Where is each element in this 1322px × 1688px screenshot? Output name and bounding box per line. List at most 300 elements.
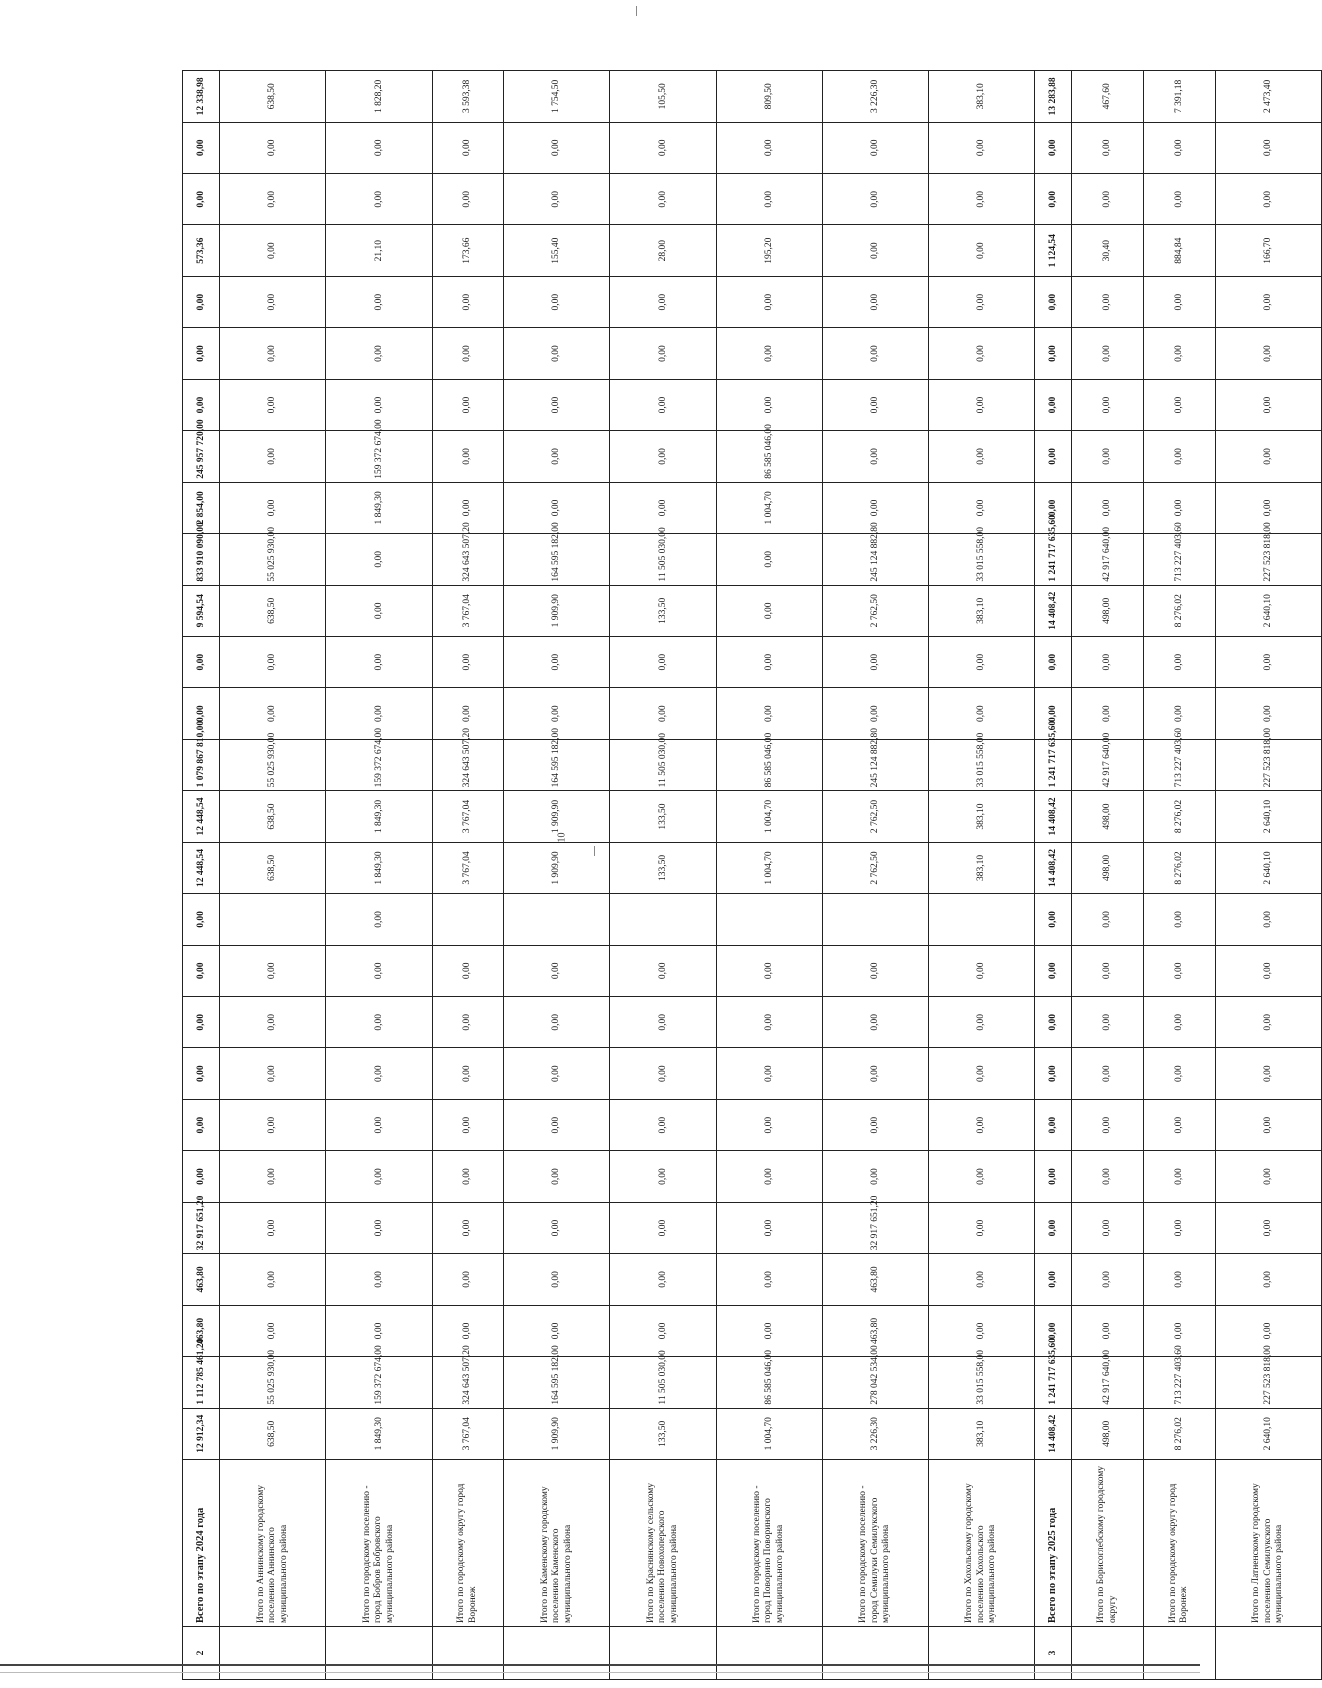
value-cell: 0,00 bbox=[183, 1151, 220, 1202]
value-cell: 0,00 bbox=[928, 1254, 1034, 1305]
value-cell: 2 854,00 bbox=[183, 482, 220, 533]
value-cell: 11 505 030,00 bbox=[610, 739, 716, 790]
value-cell: 324 643 507,20 bbox=[432, 1357, 504, 1408]
row-name-cell: Итого по Каменскому городскому поселению Каменского муниципального района bbox=[504, 1460, 610, 1627]
value-cell: 0,00 bbox=[432, 1202, 504, 1253]
value-cell: 0,00 bbox=[1072, 945, 1144, 996]
value-cell: 0,00 bbox=[1034, 997, 1071, 1048]
value-cell: 0,00 bbox=[220, 482, 326, 533]
value-cell: 1 754,50 bbox=[504, 71, 610, 123]
value-cell: 713 227 403,60 bbox=[1144, 1357, 1216, 1408]
value-cell: 227 523 818,00 bbox=[1215, 739, 1321, 790]
value-cell: 0,00 bbox=[326, 1254, 432, 1305]
value-cell: 0,00 bbox=[1144, 122, 1216, 173]
value-cell: 0,00 bbox=[716, 997, 822, 1048]
scan-edge-line bbox=[0, 1664, 1200, 1666]
value-cell: 0,00 bbox=[1144, 276, 1216, 327]
value-cell: 9 594,54 bbox=[183, 585, 220, 636]
value-cell: 245 957 720,00 bbox=[183, 431, 220, 482]
value-cell: 0,00 bbox=[1034, 379, 1071, 430]
value-cell: 0,00 bbox=[326, 688, 432, 739]
value-cell: 133,50 bbox=[610, 1408, 716, 1459]
value-cell: 0,00 bbox=[183, 328, 220, 379]
row-name-cell: Итого по Аннинскому городскому поселению Аннинского муниципального района bbox=[220, 1460, 326, 1627]
value-cell: 55 025 930,00 bbox=[220, 1357, 326, 1408]
value-cell: 383,10 bbox=[928, 791, 1034, 842]
value-cell: 0,00 bbox=[928, 997, 1034, 1048]
value-cell: 0,00 bbox=[220, 945, 326, 996]
value-cell: 2 640,10 bbox=[1215, 791, 1321, 842]
value-cell: 14 408,42 bbox=[1034, 585, 1071, 636]
value-cell: 0,00 bbox=[432, 1305, 504, 1356]
value-cell: 12 448,54 bbox=[183, 791, 220, 842]
value-cell: 8 276,02 bbox=[1144, 842, 1216, 893]
value-cell: 0,00 bbox=[1144, 1099, 1216, 1150]
value-cell: 383,10 bbox=[928, 585, 1034, 636]
value-cell: 0,00 bbox=[220, 431, 326, 482]
value-cell: 0,00 bbox=[183, 945, 220, 996]
value-cell: 0,00 bbox=[1072, 174, 1144, 225]
value-cell: 42 917 640,00 bbox=[1072, 739, 1144, 790]
value-cell: 2 640,10 bbox=[1215, 1408, 1321, 1459]
value-cell: 0,00 bbox=[1034, 1202, 1071, 1253]
value-cell: 0,00 bbox=[928, 174, 1034, 225]
value-cell: 0,00 bbox=[326, 379, 432, 430]
value-cell: 86 585 046,00 bbox=[716, 1357, 822, 1408]
value-cell: 0,00 bbox=[1215, 482, 1321, 533]
value-cell: 0,00 bbox=[822, 1048, 928, 1099]
value-cell: 1 004,70 bbox=[716, 791, 822, 842]
value-cell: 0,00 bbox=[1072, 276, 1144, 327]
value-cell: 0,00 bbox=[504, 1305, 610, 1356]
row-number-cell: 3 bbox=[1034, 1627, 1071, 1680]
scan-artifact bbox=[636, 6, 637, 16]
value-cell: 245 124 882,80 bbox=[822, 739, 928, 790]
scan-edge-line bbox=[0, 1672, 1200, 1673]
value-cell: 1 849,30 bbox=[326, 482, 432, 533]
value-cell: 0,00 bbox=[504, 1048, 610, 1099]
value-cell: 0,00 bbox=[504, 122, 610, 173]
value-cell: 0,00 bbox=[220, 1048, 326, 1099]
value-cell: 0,00 bbox=[326, 894, 432, 945]
value-cell: 884,84 bbox=[1144, 225, 1216, 276]
value-cell: 11 505 030,00 bbox=[610, 534, 716, 585]
value-cell: 0,00 bbox=[1034, 276, 1071, 327]
value-cell: 0,00 bbox=[1034, 1254, 1071, 1305]
value-cell: 0,00 bbox=[504, 328, 610, 379]
value-cell: 0,00 bbox=[220, 122, 326, 173]
value-cell: 0,00 bbox=[1144, 1202, 1216, 1253]
value-cell: 0,00 bbox=[1215, 894, 1321, 945]
value-cell: 0,00 bbox=[432, 379, 504, 430]
table-row bbox=[716, 71, 822, 1680]
value-cell: 463,80 bbox=[183, 1254, 220, 1305]
value-cell: 0,00 bbox=[610, 1099, 716, 1150]
value-cell: 0,00 bbox=[326, 534, 432, 585]
value-cell: 1 909,90 bbox=[504, 585, 610, 636]
value-cell: 0,00 bbox=[326, 1151, 432, 1202]
value-cell: 0,00 bbox=[183, 997, 220, 1048]
value-cell: 0,00 bbox=[1215, 945, 1321, 996]
value-cell: 2 473,40 bbox=[1215, 71, 1321, 123]
value-cell: 1 849,30 bbox=[326, 1408, 432, 1459]
value-cell: 383,10 bbox=[928, 842, 1034, 893]
value-cell: 0,00 bbox=[432, 1151, 504, 1202]
value-cell: 0,00 bbox=[928, 1048, 1034, 1099]
value-cell: 14 408,42 bbox=[1034, 791, 1071, 842]
value-cell: 498,00 bbox=[1072, 842, 1144, 893]
value-cell bbox=[432, 894, 504, 945]
value-cell: 0,00 bbox=[610, 482, 716, 533]
value-cell: 0,00 bbox=[326, 1202, 432, 1253]
value-cell: 809,50 bbox=[716, 71, 822, 123]
value-cell: 0,00 bbox=[610, 379, 716, 430]
value-cell: 33 015 558,00 bbox=[928, 534, 1034, 585]
value-cell: 0,00 bbox=[326, 328, 432, 379]
value-cell: 0,00 bbox=[716, 1048, 822, 1099]
value-cell: 1 849,30 bbox=[326, 842, 432, 893]
table-row-summary bbox=[183, 71, 220, 1680]
value-cell: 0,00 bbox=[928, 122, 1034, 173]
value-cell: 0,00 bbox=[1072, 431, 1144, 482]
value-cell: 0,00 bbox=[183, 122, 220, 173]
value-cell: 33 015 558,00 bbox=[928, 1357, 1034, 1408]
value-cell: 0,00 bbox=[610, 1254, 716, 1305]
value-cell: 0,00 bbox=[1215, 328, 1321, 379]
value-cell: 195,20 bbox=[716, 225, 822, 276]
value-cell: 0,00 bbox=[1215, 174, 1321, 225]
value-cell: 8 276,02 bbox=[1144, 585, 1216, 636]
value-cell: 0,00 bbox=[326, 997, 432, 1048]
value-cell: 0,00 bbox=[822, 225, 928, 276]
value-cell: 0,00 bbox=[1215, 1254, 1321, 1305]
value-cell: 0,00 bbox=[220, 1099, 326, 1150]
value-cell: 0,00 bbox=[220, 1202, 326, 1253]
value-cell: 638,50 bbox=[220, 585, 326, 636]
value-cell: 0,00 bbox=[1072, 1305, 1144, 1356]
value-cell: 0,00 bbox=[822, 328, 928, 379]
value-cell: 0,00 bbox=[432, 1048, 504, 1099]
value-cell: 638,50 bbox=[220, 71, 326, 123]
value-cell: 0,00 bbox=[504, 482, 610, 533]
table-row bbox=[326, 71, 432, 1680]
value-cell: 86 585 046,00 bbox=[716, 431, 822, 482]
value-cell: 11 505 030,00 bbox=[610, 1357, 716, 1408]
value-cell: 0,00 bbox=[822, 122, 928, 173]
table-row bbox=[1215, 71, 1321, 1680]
value-cell: 0,00 bbox=[183, 688, 220, 739]
value-cell: 467,60 bbox=[1072, 71, 1144, 123]
value-cell: 0,00 bbox=[822, 945, 928, 996]
value-cell: 1 079 867 810,00 bbox=[183, 739, 220, 790]
value-cell: 0,00 bbox=[928, 1099, 1034, 1150]
value-cell: 0,00 bbox=[1072, 122, 1144, 173]
value-cell: 0,00 bbox=[326, 122, 432, 173]
value-cell: 0,00 bbox=[432, 431, 504, 482]
value-cell: 0,00 bbox=[1144, 637, 1216, 688]
value-cell: 0,00 bbox=[220, 276, 326, 327]
value-cell: 0,00 bbox=[1034, 1151, 1071, 1202]
value-cell: 0,00 bbox=[183, 174, 220, 225]
value-cell: 0,00 bbox=[928, 276, 1034, 327]
value-cell: 0,00 bbox=[1034, 1305, 1071, 1356]
value-cell: 833 910 090,00 bbox=[183, 534, 220, 585]
value-cell: 0,00 bbox=[716, 1202, 822, 1253]
row-name-cell: Итого по городскому поселению - город Поворино Поворинского муниципального района bbox=[716, 1460, 822, 1627]
value-cell: 0,00 bbox=[183, 637, 220, 688]
value-cell: 2 762,50 bbox=[822, 791, 928, 842]
value-cell: 463,80 bbox=[822, 1305, 928, 1356]
value-cell: 0,00 bbox=[822, 482, 928, 533]
value-cell: 227 523 818,00 bbox=[1215, 1357, 1321, 1408]
value-cell: 0,00 bbox=[504, 174, 610, 225]
row-name-cell: Всего по этапу 2025 года bbox=[1034, 1460, 1071, 1627]
value-cell: 498,00 bbox=[1072, 585, 1144, 636]
value-cell: 0,00 bbox=[1034, 482, 1071, 533]
value-cell: 0,00 bbox=[220, 225, 326, 276]
housing-program-table bbox=[182, 70, 1322, 1680]
value-cell bbox=[822, 894, 928, 945]
value-cell: 0,00 bbox=[183, 379, 220, 430]
value-cell: 14 408,42 bbox=[1034, 1408, 1071, 1459]
value-cell: 0,00 bbox=[928, 225, 1034, 276]
value-cell: 0,00 bbox=[1144, 1151, 1216, 1202]
value-cell: 0,00 bbox=[1034, 894, 1071, 945]
value-cell: 0,00 bbox=[432, 482, 504, 533]
value-cell: 0,00 bbox=[504, 1099, 610, 1150]
value-cell: 0,00 bbox=[716, 122, 822, 173]
value-cell: 3 767,04 bbox=[432, 842, 504, 893]
table-row bbox=[220, 71, 326, 1680]
value-cell: 1 241 717 635,60 bbox=[1034, 534, 1071, 585]
value-cell: 3 767,04 bbox=[432, 791, 504, 842]
value-cell: 0,00 bbox=[928, 688, 1034, 739]
row-name-cell: Итого по городскому округу город Воронеж bbox=[1144, 1460, 1216, 1627]
value-cell: 30,40 bbox=[1072, 225, 1144, 276]
value-cell: 713 227 403,60 bbox=[1144, 739, 1216, 790]
value-cell: 2 762,50 bbox=[822, 585, 928, 636]
value-cell: 0,00 bbox=[220, 1305, 326, 1356]
value-cell: 0,00 bbox=[1072, 1151, 1144, 1202]
value-cell: 0,00 bbox=[1034, 637, 1071, 688]
value-cell: 0,00 bbox=[432, 328, 504, 379]
value-cell: 0,00 bbox=[1072, 637, 1144, 688]
value-cell: 0,00 bbox=[1144, 379, 1216, 430]
value-cell: 0,00 bbox=[504, 945, 610, 996]
table-row bbox=[928, 71, 1034, 1680]
value-cell: 1 828,20 bbox=[326, 71, 432, 123]
value-cell: 0,00 bbox=[610, 688, 716, 739]
value-cell: 0,00 bbox=[183, 276, 220, 327]
value-cell: 0,00 bbox=[822, 1099, 928, 1150]
value-cell: 0,00 bbox=[716, 174, 822, 225]
value-cell: 0,00 bbox=[1072, 1202, 1144, 1253]
value-cell: 0,00 bbox=[504, 997, 610, 1048]
value-cell: 2 640,10 bbox=[1215, 585, 1321, 636]
value-cell bbox=[504, 894, 610, 945]
value-cell: 0,00 bbox=[432, 1099, 504, 1150]
value-cell: 0,00 bbox=[1034, 328, 1071, 379]
value-cell: 0,00 bbox=[432, 997, 504, 1048]
value-cell: 1 241 717 635,60 bbox=[1034, 739, 1071, 790]
value-cell: 3 226,30 bbox=[822, 71, 928, 123]
value-cell: 324 643 507,20 bbox=[432, 534, 504, 585]
table-row bbox=[1072, 71, 1144, 1680]
value-cell: 0,00 bbox=[716, 276, 822, 327]
value-cell: 1 124,54 bbox=[1034, 225, 1071, 276]
value-cell: 0,00 bbox=[1215, 688, 1321, 739]
value-cell: 0,00 bbox=[1072, 482, 1144, 533]
value-cell: 0,00 bbox=[504, 431, 610, 482]
value-cell: 0,00 bbox=[326, 1305, 432, 1356]
value-cell: 0,00 bbox=[326, 1099, 432, 1150]
value-cell: 0,00 bbox=[432, 174, 504, 225]
table-row bbox=[432, 71, 504, 1680]
value-cell: 0,00 bbox=[610, 431, 716, 482]
value-cell: 0,00 bbox=[220, 688, 326, 739]
value-cell: 105,50 bbox=[610, 71, 716, 123]
table-row bbox=[822, 71, 928, 1680]
value-cell: 638,50 bbox=[220, 791, 326, 842]
value-cell: 573,36 bbox=[183, 225, 220, 276]
row-name-cell: Итого по Краснянскому сельскому поселению Новохоперского муниципального района bbox=[610, 1460, 716, 1627]
value-cell: 0,00 bbox=[504, 688, 610, 739]
value-cell: 2 640,10 bbox=[1215, 842, 1321, 893]
value-cell: 0,00 bbox=[822, 276, 928, 327]
value-cell: 0,00 bbox=[716, 1305, 822, 1356]
row-name-cell: Всего по этапу 2024 года bbox=[183, 1460, 220, 1627]
value-cell: 0,00 bbox=[716, 1254, 822, 1305]
value-cell: 12 912,34 bbox=[183, 1408, 220, 1459]
value-cell: 55 025 930,00 bbox=[220, 739, 326, 790]
value-cell: 1 909,90 bbox=[504, 1408, 610, 1459]
value-cell: 12 338,98 bbox=[183, 71, 220, 123]
value-cell: 0,00 bbox=[326, 174, 432, 225]
value-cell: 0,00 bbox=[822, 379, 928, 430]
value-cell bbox=[610, 894, 716, 945]
value-cell: 0,00 bbox=[610, 1305, 716, 1356]
value-cell: 0,00 bbox=[822, 688, 928, 739]
value-cell: 0,00 bbox=[1215, 1048, 1321, 1099]
value-cell: 8 276,02 bbox=[1144, 791, 1216, 842]
value-cell: 0,00 bbox=[610, 328, 716, 379]
value-cell: 0,00 bbox=[1034, 122, 1071, 173]
value-cell: 0,00 bbox=[716, 585, 822, 636]
value-cell: 0,00 bbox=[326, 1048, 432, 1099]
value-cell: 0,00 bbox=[1034, 174, 1071, 225]
value-cell: 0,00 bbox=[822, 174, 928, 225]
value-cell: 1 909,90 bbox=[504, 842, 610, 893]
value-cell: 86 585 046,00 bbox=[716, 739, 822, 790]
value-cell: 14 408,42 bbox=[1034, 842, 1071, 893]
value-cell: 0,00 bbox=[220, 174, 326, 225]
value-cell: 0,00 bbox=[432, 945, 504, 996]
value-cell: 1 004,70 bbox=[716, 842, 822, 893]
value-cell: 0,00 bbox=[1215, 1151, 1321, 1202]
value-cell: 33 015 558,00 bbox=[928, 739, 1034, 790]
value-cell: 0,00 bbox=[1144, 1305, 1216, 1356]
value-cell: 0,00 bbox=[432, 1254, 504, 1305]
value-cell: 0,00 bbox=[326, 945, 432, 996]
value-cell: 2 762,50 bbox=[822, 842, 928, 893]
value-cell: 0,00 bbox=[1144, 894, 1216, 945]
value-cell: 0,00 bbox=[504, 379, 610, 430]
value-cell: 0,00 bbox=[716, 328, 822, 379]
value-cell: 0,00 bbox=[928, 637, 1034, 688]
value-cell: 0,00 bbox=[1072, 997, 1144, 1048]
value-cell: 324 643 507,20 bbox=[432, 739, 504, 790]
row-name-cell: Итого по Борисоглебскому городскому округу bbox=[1072, 1460, 1144, 1627]
value-cell: 0,00 bbox=[1144, 997, 1216, 1048]
value-cell: 155,40 bbox=[504, 225, 610, 276]
value-cell: 13 283,88 bbox=[1034, 71, 1071, 123]
value-cell: 159 372 674,00 bbox=[326, 739, 432, 790]
value-cell: 0,00 bbox=[432, 276, 504, 327]
value-cell: 0,00 bbox=[220, 1151, 326, 1202]
table-row bbox=[504, 71, 610, 1680]
value-cell: 12 448,54 bbox=[183, 842, 220, 893]
value-cell: 0,00 bbox=[822, 637, 928, 688]
value-cell: 0,00 bbox=[220, 379, 326, 430]
value-cell: 0,00 bbox=[716, 1099, 822, 1150]
value-cell: 0,00 bbox=[928, 1305, 1034, 1356]
value-cell: 164 595 182,00 bbox=[504, 1357, 610, 1408]
value-cell: 0,00 bbox=[1215, 431, 1321, 482]
value-cell: 383,10 bbox=[928, 1408, 1034, 1459]
value-cell: 28,00 bbox=[610, 225, 716, 276]
value-cell: 166,70 bbox=[1215, 225, 1321, 276]
value-cell: 0,00 bbox=[1215, 997, 1321, 1048]
value-cell: 0,00 bbox=[1072, 1254, 1144, 1305]
value-cell: 0,00 bbox=[1215, 1305, 1321, 1356]
value-cell: 0,00 bbox=[1072, 688, 1144, 739]
value-cell bbox=[220, 894, 326, 945]
value-cell: 0,00 bbox=[1215, 637, 1321, 688]
value-cell: 0,00 bbox=[928, 1202, 1034, 1253]
value-cell: 245 124 882,80 bbox=[822, 534, 928, 585]
value-cell: 0,00 bbox=[183, 1099, 220, 1150]
value-cell: 713 227 403,60 bbox=[1144, 534, 1216, 585]
value-cell: 0,00 bbox=[1072, 1048, 1144, 1099]
value-cell: 0,00 bbox=[1034, 1048, 1071, 1099]
value-cell: 0,00 bbox=[504, 1254, 610, 1305]
value-cell: 0,00 bbox=[716, 1151, 822, 1202]
value-cell: 0,00 bbox=[1072, 379, 1144, 430]
value-cell: 0,00 bbox=[1215, 122, 1321, 173]
value-cell: 164 595 182,00 bbox=[504, 739, 610, 790]
value-cell: 638,50 bbox=[220, 1408, 326, 1459]
value-cell: 0,00 bbox=[716, 534, 822, 585]
value-cell: 0,00 bbox=[928, 945, 1034, 996]
value-cell: 0,00 bbox=[504, 1202, 610, 1253]
value-cell: 0,00 bbox=[1072, 894, 1144, 945]
value-cell: 0,00 bbox=[1034, 945, 1071, 996]
value-cell: 0,00 bbox=[1215, 1202, 1321, 1253]
value-cell: 0,00 bbox=[220, 1254, 326, 1305]
value-cell: 0,00 bbox=[504, 1151, 610, 1202]
value-cell: 0,00 bbox=[432, 122, 504, 173]
value-cell: 0,00 bbox=[610, 997, 716, 1048]
value-cell: 463,80 bbox=[822, 1254, 928, 1305]
value-cell: 0,00 bbox=[610, 945, 716, 996]
value-cell: 133,50 bbox=[610, 585, 716, 636]
value-cell: 0,00 bbox=[432, 688, 504, 739]
value-cell: 0,00 bbox=[1144, 431, 1216, 482]
value-cell: 159 372 674,00 bbox=[326, 431, 432, 482]
table-row bbox=[1144, 71, 1216, 1680]
value-cell: 0,00 bbox=[504, 276, 610, 327]
value-cell: 173,66 bbox=[432, 225, 504, 276]
